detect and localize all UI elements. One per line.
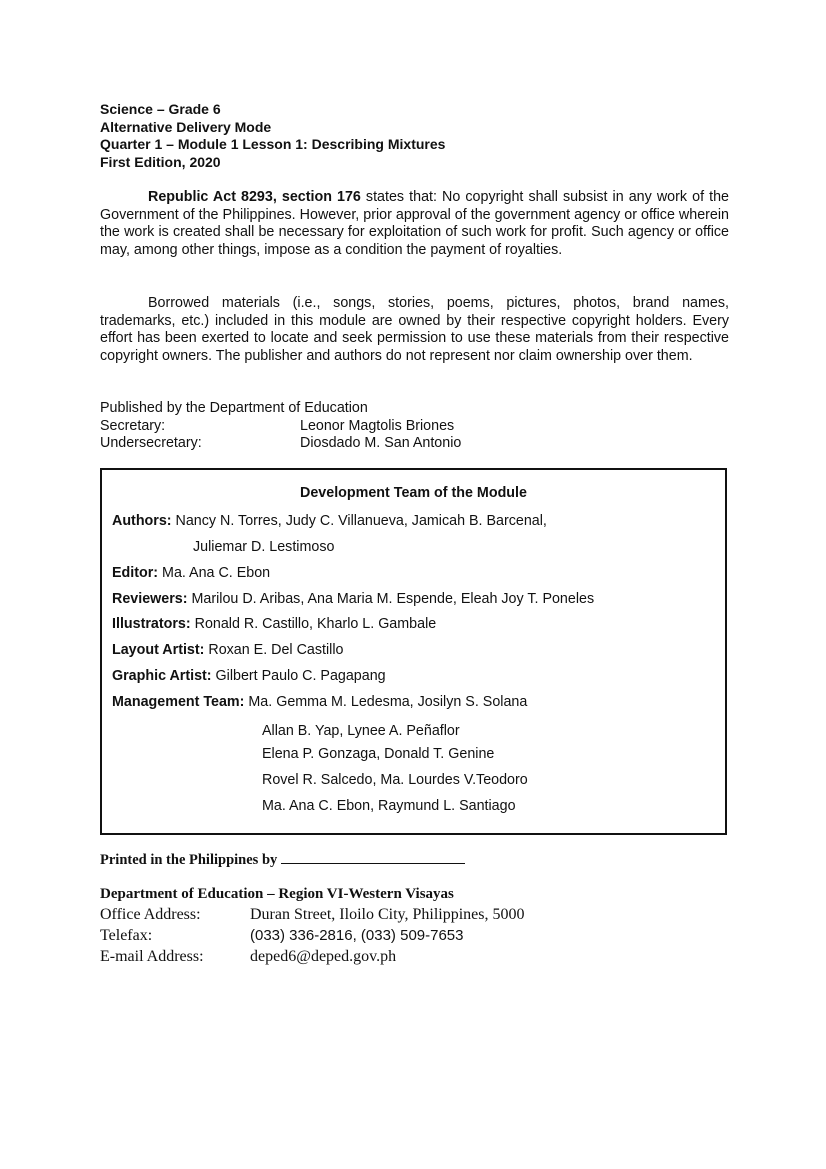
graphic-artist-name: Gilbert Paulo C. Pagapang — [211, 668, 386, 684]
undersecretary-row — [100, 435, 461, 453]
management-team-row-5: Ma. Ana C. Ebon, Raymund L. Santiago — [262, 798, 516, 814]
published-by: Published by the Department of Education — [100, 400, 368, 416]
printed-in-line — [100, 851, 465, 869]
secretary-name: Leonor Magtolis Briones — [300, 417, 455, 434]
telefax-label: Telefax: — [100, 927, 153, 944]
copyright-text: states that: No copyright shall subsist in any work of the Government of the Philippines. However, prior approval of the government agency or office wherein the work is created shall be necessary for exploitation of such work for profit. Such agency or office may, among other things, impose as a condition the payment of royalties. — [100, 189, 729, 259]
authors-label: Authors: — [112, 513, 172, 529]
reviewers-names: Marilou D. Aribas, Ana Maria M. Espende, Eleah Joy T. Poneles — [187, 591, 595, 607]
region-title: Department of Education – Region VI-Western Visayas — [100, 886, 454, 902]
secretary-label: Secretary: — [100, 417, 166, 434]
office-address-label: Office Address: — [100, 906, 201, 923]
secretary-row — [100, 418, 461, 436]
layout-artist-label: Layout Artist: — [112, 642, 205, 658]
printer-blank-line — [281, 851, 465, 864]
telefax-value: (033) 336-2816, (033) 509-7653 — [250, 927, 464, 944]
layout-artist-name: Roxan E. Del Castillo — [204, 642, 344, 658]
illustrators-line — [112, 616, 436, 632]
illustrators-label: Illustrators: — [112, 616, 191, 632]
editor-label: Editor: — [112, 565, 159, 581]
region-contact-block — [100, 886, 525, 969]
team-title: Development Team of the Module — [300, 485, 527, 501]
law-reference: Republic Act 8293, section 176 — [148, 189, 361, 205]
undersecretary-label: Undersecretary: — [100, 435, 202, 451]
header-lesson: Quarter 1 – Module 1 Lesson 1: Describing Mixtures — [100, 136, 446, 152]
printed-in-text: Printed in the Philippines by — [100, 852, 278, 868]
copyright-paragraph — [100, 189, 729, 260]
management-team-line — [112, 694, 527, 710]
authors-continued: Juliemar D. Lestimoso — [193, 539, 335, 555]
header-edition: First Edition, 2020 — [100, 153, 221, 170]
management-team-names: Ma. Gemma M. Ledesma, Josilyn S. Solana — [244, 694, 528, 710]
reviewers-line — [112, 591, 594, 607]
management-team-row-4: Rovel R. Salcedo, Ma. Lourdes V.Teodoro — [262, 772, 528, 788]
office-address-row — [100, 906, 525, 927]
module-header — [100, 101, 445, 171]
email-label: E-mail Address: — [100, 948, 204, 965]
editor-line — [112, 565, 270, 581]
header-subject: Science – Grade 6 — [100, 101, 221, 117]
management-team-row-2: Allan B. Yap, Lynee A. Peñaflor — [262, 723, 460, 739]
reviewers-label: Reviewers: — [112, 591, 188, 607]
header-mode: Alternative Delivery Mode — [100, 118, 272, 135]
borrowed-materials-paragraph: Borrowed materials (i.e., songs, stories, poems, pictures, photos, brand names, trademarks, etc.) included in this module are owned by their respective copyright holders. Every effort has been exerted to locate and seek permission to use these materials from their respective copyright owners. The publisher and authors do not represent nor claim ownership over them. — [100, 295, 729, 365]
graphic-artist-label: Graphic Artist: — [112, 668, 212, 684]
management-team-label: Management Team: — [112, 694, 245, 710]
layout-artist-line — [112, 642, 343, 658]
editor-name: Ma. Ana C. Ebon — [158, 565, 271, 581]
management-team-row-3: Elena P. Gonzaga, Donald T. Genine — [262, 746, 495, 762]
authors-names: Nancy N. Torres, Judy C. Villanueva, Jamicah B. Barcenal, — [171, 513, 547, 529]
email-value: deped6@deped.gov.ph — [250, 948, 397, 965]
graphic-artist-line — [112, 668, 386, 684]
telefax-row — [100, 927, 525, 948]
office-address-value: Duran Street, Iloilo City, Philippines, 5000 — [250, 906, 525, 923]
undersecretary-name: Diosdado M. San Antonio — [300, 435, 462, 451]
development-team-box — [100, 468, 727, 835]
email-row — [100, 948, 525, 969]
illustrators-names: Ronald R. Castillo, Kharlo L. Gambale — [190, 616, 437, 632]
authors-line — [112, 513, 547, 529]
publisher-info — [100, 400, 461, 453]
